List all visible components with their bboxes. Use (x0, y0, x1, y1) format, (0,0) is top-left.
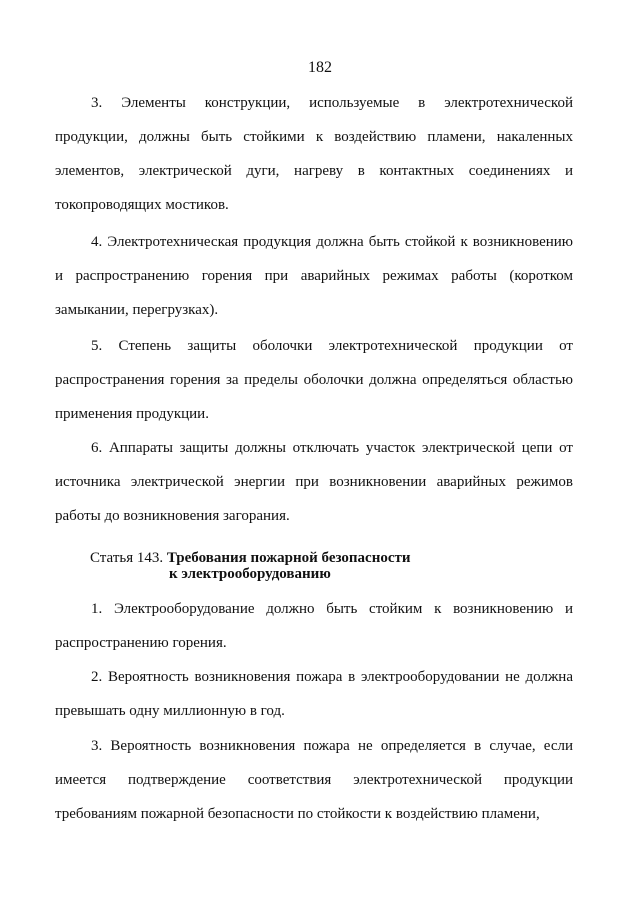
article-title-line2: к электрооборудованию (169, 566, 331, 582)
paragraph-item-2 (55, 660, 573, 728)
paragraph-item-1 (55, 592, 573, 660)
article-prefix: Статья 143. (90, 550, 164, 566)
paragraph-text: 2. Вероятность возникновения пожара в электрооборудовании не должна превышать одну миллионную в год. (55, 669, 573, 719)
paragraph-item-4 (55, 225, 573, 327)
paragraph-text: 4. Электротехническая продукция должна быть стойкой к возникновению и распространению горения при аварийных режимах работы (коротком замыкании, перегрузках). (55, 234, 573, 318)
paragraph-item-3 (55, 86, 573, 222)
article-heading (90, 550, 570, 582)
paragraph-text: 3. Элементы конструкции, используемые в электротехнической продукции, должны быть стойкими к воздействию пламени, накаленных элементов, электрической дуги, нагреву в контактных соединениях и токопроводящих мостиков. (55, 95, 573, 213)
paragraph-item-3b (55, 729, 573, 831)
paragraph-text: 6. Аппараты защиты должны отключать участок электрической цепи от источника электрической энергии при возникновении аварийных режимов работы до возникновения загорания. (55, 440, 573, 524)
paragraph-item-6 (55, 431, 573, 533)
paragraph-text: 5. Степень защиты оболочки электротехнической продукции от распространения горения за пределы оболочки должна определяться областью применения продукции. (55, 338, 573, 422)
paragraph-text: 1. Электрооборудование должно быть стойким к возникновению и распространению горения. (55, 601, 573, 651)
article-title-line1: Требования пожарной безопасности (166, 550, 411, 566)
paragraph-text: 3. Вероятность возникновения пожара не определяется в случае, если имеется подтверждение соответствия электротехнической продукции требованиям пожарной безопасности по стойкости к воздействию пламени, (55, 738, 573, 822)
page-number: 182 (308, 59, 332, 76)
paragraph-item-5 (55, 329, 573, 431)
